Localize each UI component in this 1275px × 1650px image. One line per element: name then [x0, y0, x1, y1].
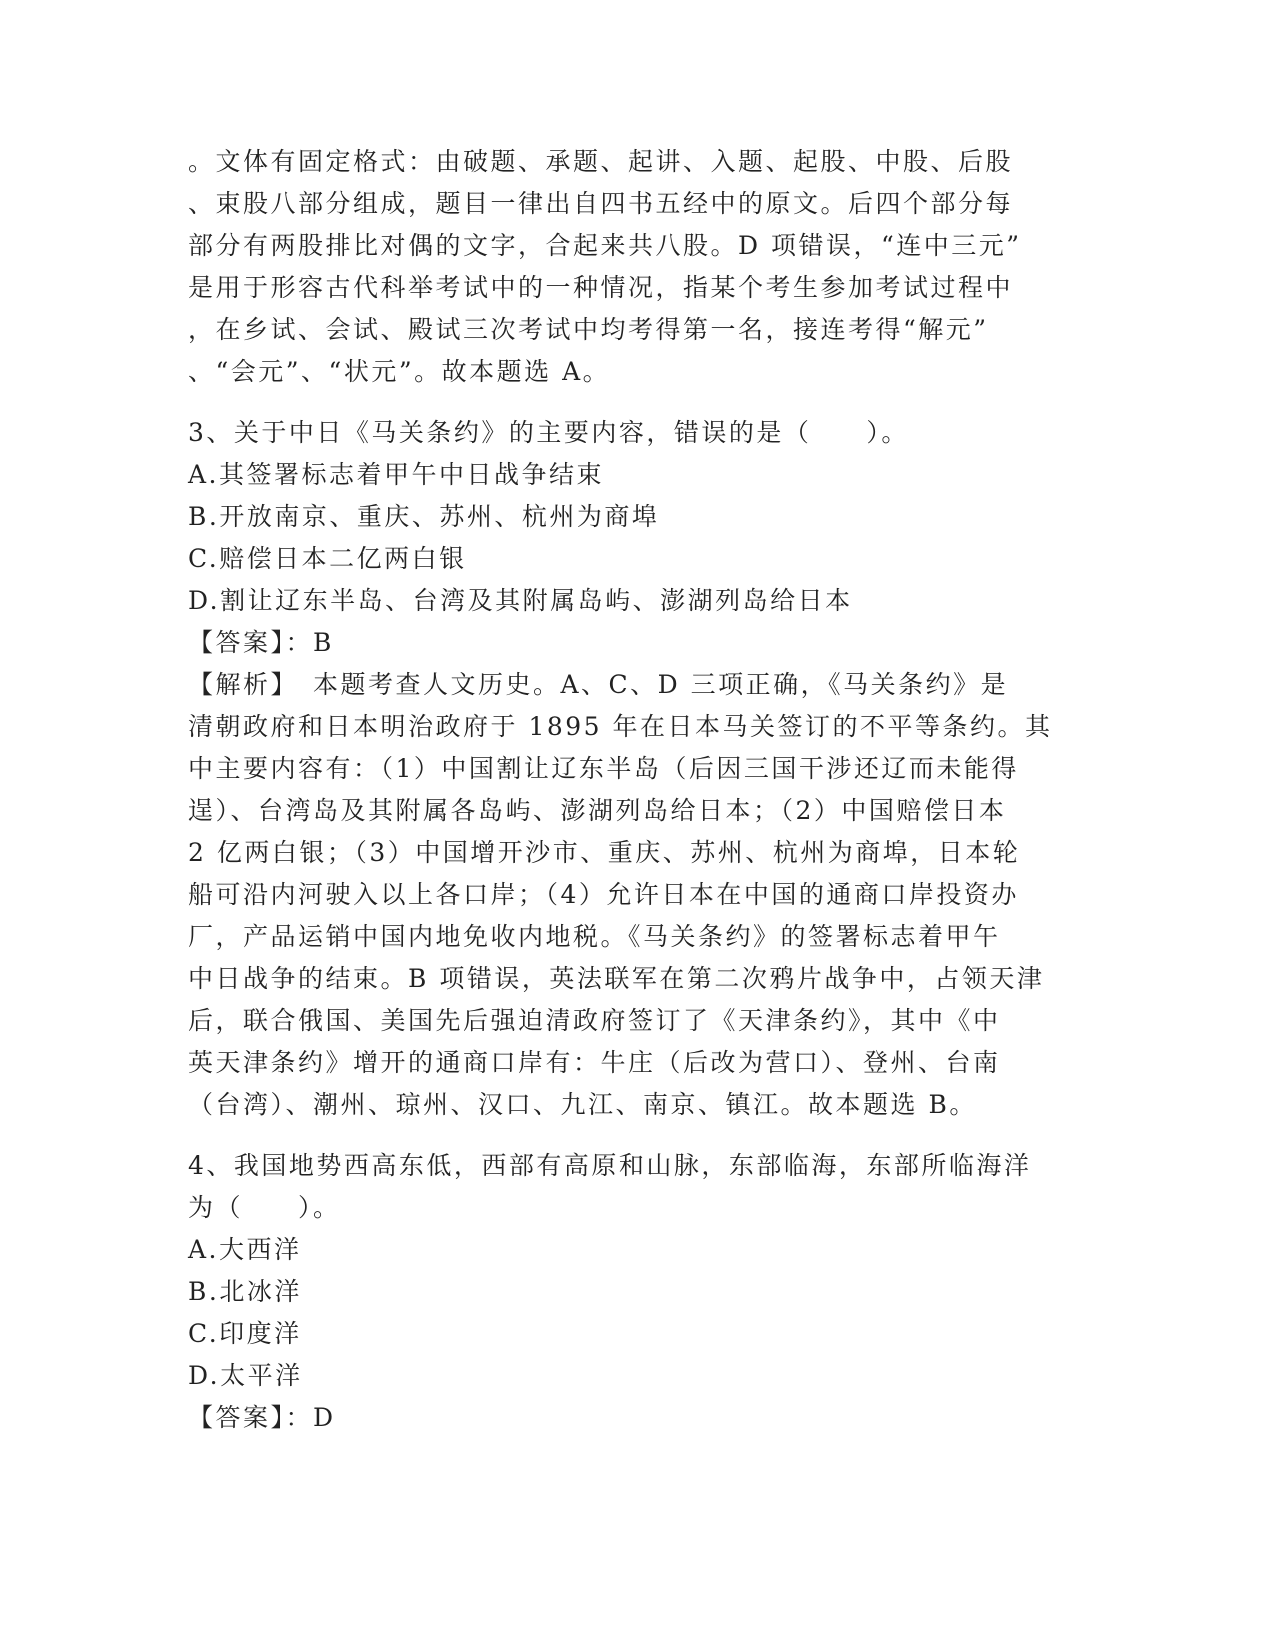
question-4-option-a: A.大西洋 [188, 1235, 302, 1264]
analysis-continuation-line: 是用于形容古代科举考试中的一种情况，指某个考生参加考试过程中 [188, 273, 1014, 302]
question-4-answer: 【答案】：D [188, 1403, 336, 1432]
question-3-analysis-line: 船可沿内河驶入以上各口岸；（4）允许日本在中国的通商口岸投资办 [188, 880, 1019, 909]
question-4-option-d: D.太平洋 [188, 1361, 303, 1390]
question-3-analysis-line: 中日战争的结束。B 项错误，英法联军在第二次鸦片战争中，占领天津 [188, 964, 1045, 993]
question-4-stem-line: 4、我国地势西高东低，西部有高原和山脉，东部临海，东部所临海洋 [188, 1151, 1032, 1180]
question-4-option-b: B.北冰洋 [188, 1277, 302, 1306]
question-3-analysis-line: 厂，产品运销中国内地免收内地税。《马关条约》的签署标志着甲午 [188, 922, 1001, 951]
question-3-stem: 3、关于中日《马关条约》的主要内容，错误的是（ ）。 [188, 418, 909, 447]
question-3-analysis-line: 中主要内容有：（1）中国割让辽东半岛（后因三国干涉还辽而未能得 [188, 754, 1019, 783]
question-3-answer: 【答案】：B [188, 628, 334, 657]
analysis-continuation-line: 。文体有固定格式：由破题、承题、起讲、入题、起股、中股、后股 [188, 147, 1014, 176]
question-3-analysis-line: 【解析】 本题考查人文历史。A、C、D 三项正确，《马关条约》是 [188, 670, 1009, 699]
question-3-analysis-line: 逞）、台湾岛及其附属各岛屿、澎湖列岛给日本；（2）中国赔偿日本 [188, 796, 1007, 825]
question-3-analysis-line: （台湾）、潮州、琼州、汉口、九江、南京、镇江。故本题选 B。 [188, 1090, 977, 1119]
question-3-analysis-line: 清朝政府和日本明治政府于 1895 年在日本马关签订的不平等条约。其 [188, 712, 1053, 741]
question-3-option-d: D.割让辽东半岛、台湾及其附属岛屿、澎湖列岛给日本 [188, 586, 853, 615]
question-3-analysis-line: 后，联合俄国、美国先后强迫清政府签订了《天津条约》，其中《中 [188, 1006, 1001, 1035]
question-3-option-b: B.开放南京、重庆、苏州、杭州为商埠 [188, 502, 660, 531]
analysis-continuation-line: ，在乡试、会试、殿试三次考试中均考得第一名，接连考得“解元” [188, 315, 989, 344]
question-3-option-c: C.赔偿日本二亿两白银 [188, 544, 467, 573]
question-4-option-c: C.印度洋 [188, 1319, 302, 1348]
question-3-analysis-line: 英天津条约》增开的通商口岸有：牛庄（后改为营口）、登州、台南 [188, 1048, 1001, 1077]
analysis-continuation-line: 、束股八部分组成，题目一律出自四书五经中的原文。后四个部分每 [188, 189, 1014, 218]
analysis-continuation-line: 部分有两股排比对偶的文字，合起来共八股。D 项错误，“连中三元” [188, 231, 1022, 260]
question-3-analysis-line: 2 亿两白银；（3）中国增开沙市、重庆、苏州、杭州为商埠，日本轮 [188, 838, 1021, 867]
question-4-stem-line: 为（ ）。 [188, 1193, 341, 1222]
question-3-option-a: A.其签署标志着甲午中日战争结束 [188, 460, 605, 489]
analysis-continuation-line: 、“会元”、“状元”。故本题选 A。 [188, 357, 611, 386]
